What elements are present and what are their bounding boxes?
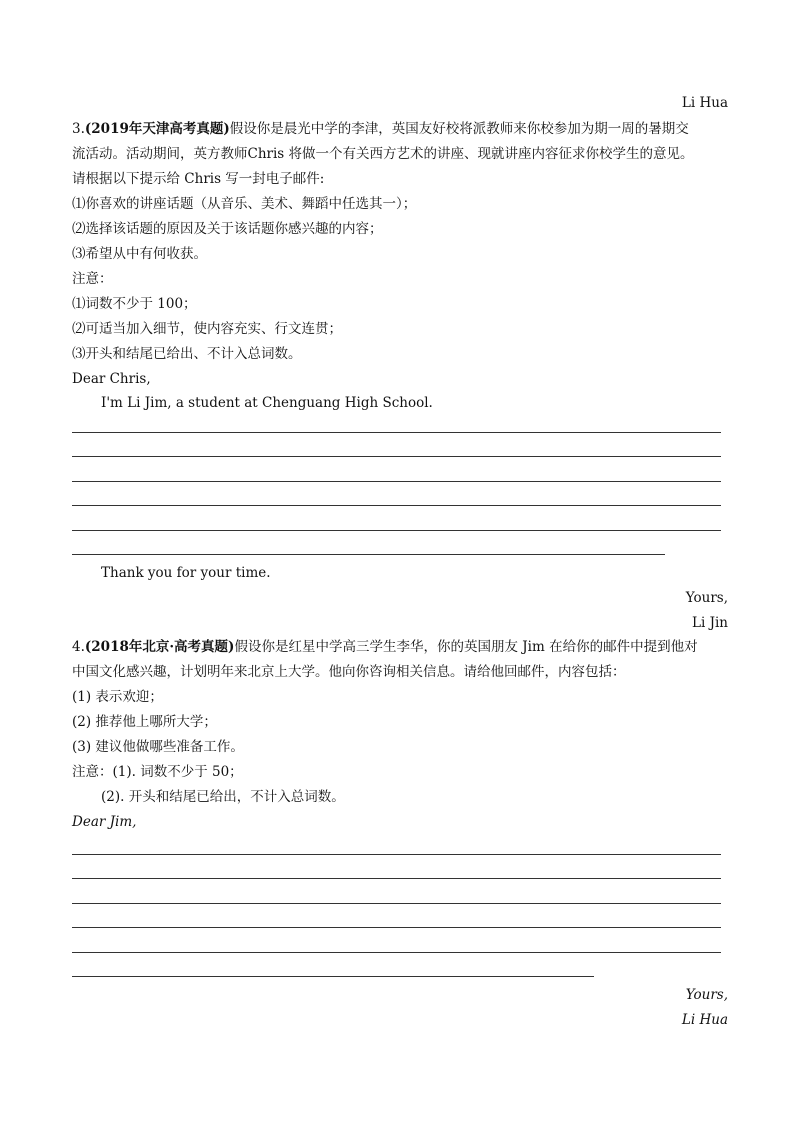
q4-prompt-text-1: 假设你是红星中学高三学生李华，你的英国朋友 Jim 在给你的邮件中提到他对 bbox=[234, 639, 698, 655]
q3-note-1: ⑴词数不少于 100； bbox=[72, 296, 197, 312]
q4-note-1: 注意：(1). 词数不少于 50； bbox=[72, 764, 243, 780]
q3-writing-line[interactable] bbox=[72, 481, 721, 482]
q3-writing-line[interactable] bbox=[72, 530, 721, 531]
q3-point-1: ⑴你喜欢的讲座话题（从音乐、美术、舞蹈中任选其一）； bbox=[72, 196, 417, 212]
q3-salutation: Dear Chris, bbox=[72, 371, 151, 387]
q4-note-2: (2). 开头和结尾已给出，不计入总词数。 bbox=[101, 789, 345, 805]
q4-writing-line[interactable] bbox=[72, 952, 721, 953]
q3-prompt-text-1: 假设你是晨光中学的李津，英国友好校将派教师来你校参加为期一周的暑期交 bbox=[229, 121, 689, 137]
q4-signoff: Yours, bbox=[685, 987, 728, 1003]
q3-writing-line[interactable] bbox=[72, 554, 665, 555]
q3-number: 3. bbox=[72, 121, 85, 137]
q3-prompt-line-2: 流活动。活动期间，英方教师Chris 将做一个有关西方艺术的讲座、现就讲座内容征求你校学生的意见。 bbox=[72, 146, 694, 162]
q4-writing-line[interactable] bbox=[72, 854, 721, 855]
q4-point-1: (1) 表示欢迎； bbox=[72, 689, 163, 705]
q4-writing-line[interactable] bbox=[72, 878, 721, 879]
q4-number: 4. bbox=[72, 639, 85, 655]
q3-note-3: ⑶开头和结尾已给出、不计入总词数。 bbox=[72, 346, 302, 362]
q3-writing-line[interactable] bbox=[72, 432, 721, 433]
q3-writing-line[interactable] bbox=[72, 505, 721, 506]
q4-salutation: Dear Jim, bbox=[72, 814, 137, 830]
q4-source: (2018年北京·高考真题) bbox=[84, 639, 235, 655]
q3-source: (2019年天津高考真题) bbox=[84, 121, 230, 137]
q3-writing-line[interactable] bbox=[72, 456, 721, 457]
q4-writing-line[interactable] bbox=[72, 976, 594, 977]
q4-writing-line[interactable] bbox=[72, 927, 721, 928]
q4-signoff-name: Li Hua bbox=[681, 1012, 728, 1028]
q3-notes-heading: 注意： bbox=[72, 271, 113, 287]
q3-point-2: ⑵选择该话题的原因及关于该话题你感兴趣的内容； bbox=[72, 221, 383, 237]
q3-closing-sentence: Thank you for your time. bbox=[101, 565, 271, 581]
q3-point-3: ⑶希望从中有何收获。 bbox=[72, 246, 207, 262]
q4-prompt-line-2: 中国文化感兴趣，计划明年来北京上大学。他向你咨询相关信息。请给他回邮件，内容包括： bbox=[72, 664, 626, 680]
q3-signoff-name: Li Jin bbox=[692, 615, 728, 631]
q4-writing-line[interactable] bbox=[72, 903, 721, 904]
q4-point-2: (2) 推荐他上哪所大学； bbox=[72, 714, 217, 730]
q4-prompt-line-1 bbox=[72, 638, 698, 656]
q3-signoff: Yours, bbox=[685, 590, 728, 606]
q3-prompt-line-1 bbox=[72, 120, 689, 138]
top-signoff-name: Li Hua bbox=[681, 95, 728, 111]
q3-prompt-line-3: 请根据以下提示给 Chris 写一封电子邮件: bbox=[72, 171, 325, 187]
q3-note-2: ⑵可适当加入细节，使内容充实、行文连贯； bbox=[72, 321, 342, 337]
q4-point-3: (3) 建议他做哪些准备工作。 bbox=[72, 739, 244, 755]
q3-opening-sentence: I'm Li Jim, a student at Chenguang High School. bbox=[101, 395, 433, 411]
